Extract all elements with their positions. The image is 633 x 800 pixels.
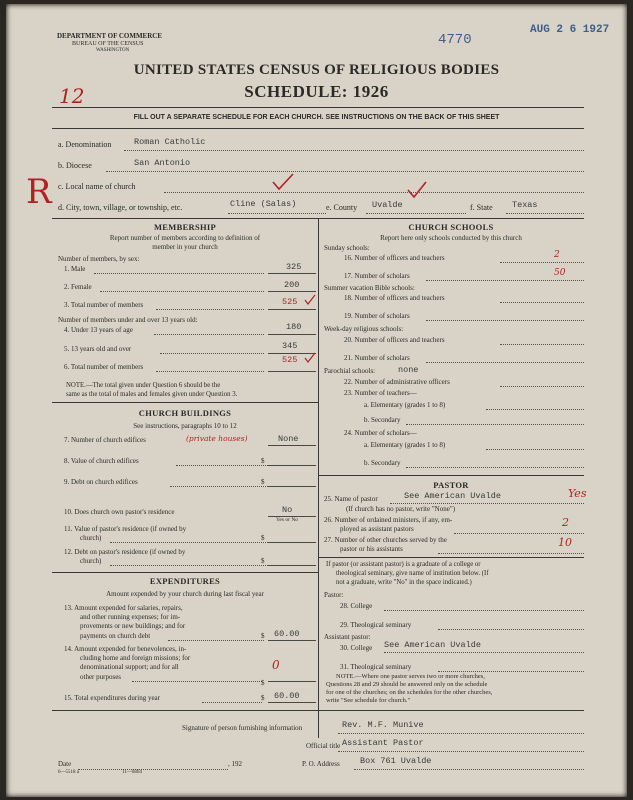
pastor-heading: PASTOR [433, 480, 469, 490]
members-by-sex-label: Number of members, by sex: [58, 255, 140, 263]
handwritten-mark-12: 12 [59, 84, 85, 108]
denomination-label: a. Denomination [58, 140, 112, 149]
q26-label-2: ployed as assistant pastors [340, 525, 414, 533]
q26-label-1: 26. Number of ordained ministers, if any, em- [324, 516, 453, 524]
form-code-2: 11—6864 [122, 770, 142, 775]
q23a-label: a. Elementary (grades 1 to 8) [364, 401, 446, 409]
q14-value[interactable]: 0 [272, 658, 280, 672]
membership-note-1: NOTE.—The total given under Question 6 should be the [66, 382, 221, 389]
q14-label-1: 14. Amount expended for benevolences, in- [64, 645, 187, 653]
q8-value-label: 8. Value of church edifices [64, 457, 139, 465]
diocese-label: b. Diocese [58, 161, 92, 170]
census-schedule-sheet [6, 4, 627, 797]
expenditures-heading: EXPENDITURES [149, 576, 221, 586]
pastor-note-3: for one of the churches; on the schedules for the other churches, [326, 689, 493, 696]
q23-label: 23. Number of teachers— [344, 389, 417, 397]
graduate-note-2: theological seminary, give name of institution below. (If [336, 570, 489, 577]
form-code-1: 6—5518 a [58, 770, 79, 775]
expenditures-sub: Amount expended by your church during last fiscal year [106, 590, 264, 598]
pastor-note-2: Questions 28 and 29 should be answered only on the schedule [326, 681, 488, 688]
members-by-age-label: Number of members under and over 13 years old: [58, 316, 198, 324]
q29-label: 29. Theological seminary [340, 621, 412, 629]
q15-dollar-sign: $ [261, 694, 265, 702]
date-year: , 192 [228, 760, 242, 768]
graduate-note-3: not a graduate, write "No" in the space indicated.) [336, 579, 472, 586]
signature-label: Signature of person furnishing information [182, 724, 303, 732]
q22-label: 22. Number of administrative officers [344, 378, 450, 386]
q3-total-value[interactable]: 525 [282, 297, 298, 307]
q7-edifices-value[interactable]: None [278, 434, 299, 444]
graduate-note-1: If pastor (or assistant pastor) is a graduate of a college or [326, 561, 481, 568]
q15-total-value[interactable]: 60.00 [274, 691, 300, 701]
q6-total-label: 6. Total number of members [64, 363, 144, 371]
q2-female-value[interactable]: 200 [284, 280, 300, 290]
form-instruction: FILL OUT A SEPARATE SCHEDULE FOR EACH CHURCH. SEE INSTRUCTIONS ON THE BACK OF THIS SHEET [133, 114, 500, 121]
q13-label-4: payments on church debt [80, 632, 151, 640]
serial-number-stamp: 4770 [438, 32, 472, 48]
q23b-label: b. Secondary [364, 416, 401, 424]
q1-male-label: 1. Male [64, 265, 86, 273]
q10-residence-label: 10. Does church own pastor's residence [64, 508, 175, 516]
q30-label: 30. College [340, 644, 373, 652]
parochial-schools-label: Parochial schools: [324, 367, 376, 375]
q9-dollar-sign: $ [261, 478, 265, 486]
q13-label-1: 13. Amount expended for salaries, repairs, [64, 604, 183, 612]
q13-value[interactable]: 60.00 [274, 629, 300, 639]
assistant-pastor-subheading: Assistant pastor: [324, 633, 371, 641]
form-title: UNITED STATES CENSUS OF RELIGIOUS BODIES [133, 62, 500, 78]
q5-over13-value[interactable]: 345 [282, 341, 298, 351]
membership-intro-1: Report number of members according to definition of [109, 234, 261, 242]
q11-label-2: church) [80, 534, 102, 542]
buildings-heading: CHURCH BUILDINGS [138, 408, 232, 418]
handwritten-r-mark: R [26, 172, 52, 212]
q14-dollar-sign: $ [261, 679, 265, 687]
q7-edifices-note: (private houses) [186, 434, 248, 443]
form-subtitle: SCHEDULE: 1926 [244, 82, 389, 101]
state-label: f. State [470, 203, 493, 212]
po-address-value[interactable]: Box 761 Uvalde [360, 756, 432, 766]
q26-value[interactable]: 2 [562, 516, 569, 529]
q28-label: 28. College [340, 602, 373, 610]
bureau-name: BUREAU OF THE CENSUS [72, 41, 144, 47]
buildings-sub: See instructions, paragraphs 10 to 12 [133, 422, 237, 430]
q24a-label: a. Elementary (grades 1 to 8) [364, 441, 446, 449]
local-name-label: c. Local name of church [58, 182, 136, 191]
red-check-mark-icon [304, 352, 318, 364]
parochial-value[interactable]: none [398, 365, 419, 375]
q12-label-2: church) [80, 557, 102, 565]
q10-hint: Yes or No [276, 517, 299, 523]
county-label: e. County [326, 203, 358, 212]
date-received-stamp: AUG 2 6 1927 [530, 24, 610, 36]
q19-label: 19. Number of scholars [344, 312, 410, 320]
q13-dollar-sign: $ [261, 632, 265, 640]
q25-value[interactable]: See American Uvalde [404, 491, 501, 501]
q16-value[interactable]: 2 [554, 250, 560, 260]
q9-debt-label: 9. Debt on church edifices [64, 478, 138, 486]
denomination-value[interactable]: Roman Catholic [134, 137, 206, 147]
q31-label: 31. Theological seminary [340, 663, 412, 671]
q2-female-label: 2. Female [64, 283, 92, 291]
q12-dollar-sign: $ [261, 557, 265, 565]
q17-value[interactable]: 50 [554, 268, 566, 278]
po-address-label: P. O. Address [302, 760, 340, 768]
weekday-schools-label: Week-day religious schools: [324, 325, 404, 333]
q25-hint: (If church has no pastor, write "None") [346, 505, 456, 513]
q12-label-1: 12. Debt on pastor's residence (if owned by [64, 548, 186, 556]
q24b-label: b. Secondary [364, 459, 401, 467]
q27-label-2: pastor or his assistants [340, 545, 403, 553]
diocese-value[interactable]: San Antonio [134, 158, 191, 168]
date-label: Date [58, 760, 72, 768]
pastor-subheading: Pastor: [324, 591, 344, 599]
q27-label-1: 27. Number of other churches served by the [324, 536, 447, 544]
q20-label: 20. Number of officers and teachers [344, 336, 445, 344]
q3-total-label: 3. Total number of members [64, 301, 144, 309]
q4-under13-value[interactable]: 180 [286, 322, 302, 332]
membership-heading: MEMBERSHIP [153, 222, 217, 232]
membership-note-2: same as the total of males and females given under Question 3. [66, 391, 238, 398]
official-title-value[interactable]: Assistant Pastor [342, 738, 424, 748]
q4-under13-label: 4. Under 13 years of age [64, 326, 133, 334]
q21-label: 21. Number of scholars [344, 354, 410, 362]
q6-total-value[interactable]: 525 [282, 355, 298, 365]
city-label: d. City, town, village, or township, etc. [58, 203, 183, 212]
department-name: DEPARTMENT OF COMMERCE [57, 32, 163, 40]
q1-male-value[interactable]: 325 [286, 262, 302, 272]
q24-label: 24. Number of scholars— [344, 429, 417, 437]
signature-value[interactable]: Rev. M.F. Munive [342, 720, 424, 730]
county-value[interactable]: Uvalde [372, 200, 403, 210]
q25-label: 25. Name of pastor [324, 495, 378, 503]
state-value[interactable]: Texas [512, 200, 538, 210]
red-check-mark-icon [406, 180, 428, 200]
q18-label: 18. Number of officers and teachers [344, 294, 445, 302]
q11-label-1: 11. Value of pastor's residence (if owned by [64, 525, 187, 533]
q14-label-3: denominational support; and for all [80, 663, 179, 671]
red-check-mark-icon [271, 172, 295, 192]
membership-intro-2: member in your church [152, 243, 218, 251]
schools-intro: Report here only schools conducted by this church [380, 234, 522, 242]
q14-label-2: cluding home and foreign missions; for [80, 654, 191, 662]
schools-heading: CHURCH SCHOOLS [408, 222, 494, 232]
q7-edifices-label: 7. Number of church edifices [64, 436, 146, 444]
bureau-city: WASHINGTON [96, 48, 130, 53]
q13-label-2: and other running expenses; for im- [80, 613, 181, 621]
q13-label-3: provements or new buildings; and for [80, 622, 186, 630]
q15-total-label: 15. Total expenditures during year [64, 694, 160, 702]
q8-dollar-sign: $ [261, 457, 265, 465]
q10-residence-value[interactable]: No [282, 505, 293, 515]
q16-label: 16. Number of officers and teachers [344, 254, 445, 262]
q25-handwritten-note: Yes [568, 487, 587, 500]
pastor-note-4: write "See schedule for church." [326, 697, 411, 704]
q17-label: 17. Number of scholars [344, 272, 410, 280]
official-title-label: Official title [306, 742, 341, 750]
pastor-note-1: NOTE.—Where one pastor serves two or more churches, [336, 673, 485, 680]
q5-over13-label: 5. 13 years old and over [64, 345, 132, 353]
q14-label-4: other purposes [80, 673, 122, 681]
red-check-mark-icon [304, 294, 316, 306]
summer-schools-label: Summer vacation Bible schools: [324, 284, 415, 292]
q27-value[interactable]: 10 [558, 536, 572, 549]
q30-value[interactable]: See American Uvalde [384, 640, 481, 650]
q11-dollar-sign: $ [261, 534, 265, 542]
city-value[interactable]: Cline (Salas) [230, 199, 297, 209]
sunday-schools-label: Sunday schools: [324, 244, 370, 252]
